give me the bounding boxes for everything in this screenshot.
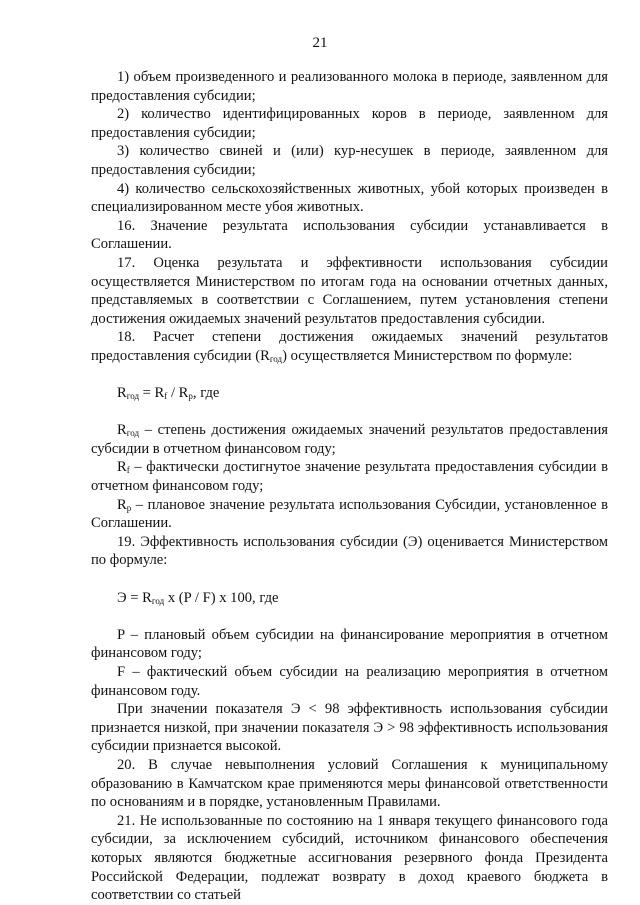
- paragraph-efficiency-threshold: При значении показателя Э < 98 эффективность использования субсидии признается низкой, при значении показателя Э > 98 эффективность использования субсидии признается высокой.: [91, 701, 608, 755]
- paragraph-20: 20. В случае невыполнения условий Соглашения к муниципальному образованию в Камчатском крае применяются меры финансовой ответственности по основаниям и в порядке, установленным Правилами.: [91, 756, 608, 811]
- list-item-3: 3) количество свиней и (или) кур-несушек в периоде, заявленном для предоставления субсидии;: [91, 143, 608, 178]
- paragraph-19: 19. Эффективность использования субсидии (Э) оценивается Министерством по формуле:: [91, 533, 608, 569]
- paragraph-18: 18. Расчет степени достижения ожидаемых значений результатов предоставления субсидии $(R_{год})$ осуществляется Министерством по формуле:: [91, 329, 608, 364]
- formula-r-god: $R_{год} = R_f / R_p$, где: [117, 385, 220, 402]
- definition-r-god: $R_{год}$ – степень достижения ожидаемых значений результатов предоставления субсидии в отчетном финансовом году;: [91, 422, 608, 457]
- definition-p: P – плановый объем субсидии на финансирование мероприятия в отчетном финансовом году;: [91, 626, 608, 662]
- definition-r-p: $R_p$ – плановое значение результата использования Субсидии, установленное в Соглашении.: [91, 496, 608, 532]
- list-item-4: 4) количество сельскохозяйственных животных, убой которых произведен в специализированном месте убоя животных.: [91, 180, 608, 216]
- definition-r-f: $R_f$ – фактически достигнутое значение результата предоставления субсидии в отчетном финансовом году;: [91, 459, 608, 495]
- document-body: [91, 68, 608, 905]
- page-number: 21: [312, 35, 328, 51]
- definition-f: F – фактический объем субсидии на реализацию мероприятия в отчетном финансовом году.: [91, 664, 608, 699]
- list-item-1: 1) объем произведенного и реализованного молока в периоде, заявленном для предоставления субсидии;: [91, 69, 608, 104]
- paragraph-16: 16. Значение результата использования субсидии устанавливается в Соглашении.: [91, 217, 608, 253]
- paragraph-21: 21. Не использованные по состоянию на 1 января текущего финансового года субсидии, за исключением субсидий, источником финансового обеспечения которых являются бюджетные ассигнования резервного фонда Президента Российской Федерации, подлежат возврату в доход краевого бюджета в соответствии со статьей: [91, 812, 608, 904]
- formula-efficiency: $Э = R_{год}$ х (P / F) х 100, где: [117, 589, 279, 606]
- paragraph-17: 17. Оценка результата и эффективности использования субсидии осуществляется Министерством по итогам года на основании отчетных данных, представляемых в соответствии с Соглашением, путем установления степени достижения ожидаемых значений результатов предоставления субсидии.: [91, 254, 608, 327]
- list-item-2: 2) количество идентифицированных коров в периоде, заявленном для предоставления субсидии;: [91, 106, 608, 141]
